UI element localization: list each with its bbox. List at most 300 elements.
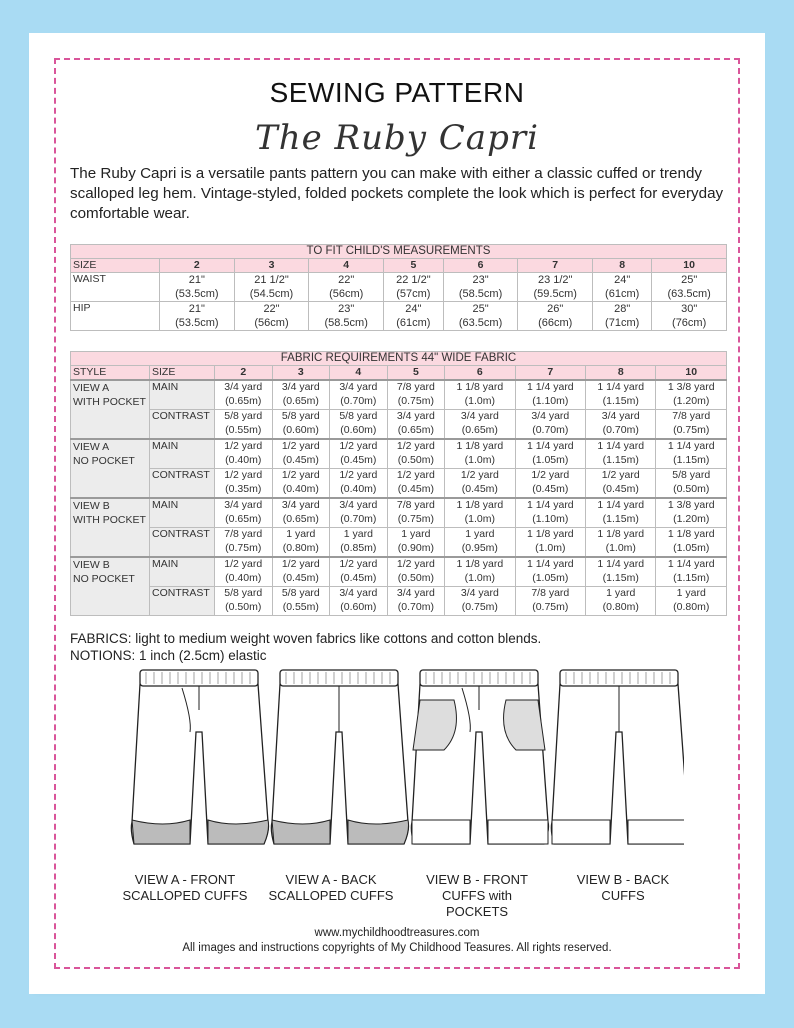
fabric-cell (656, 439, 727, 469)
value-metric: (0.50m) (225, 600, 262, 613)
measurement-cell (234, 302, 309, 331)
fabric-cell (586, 439, 656, 469)
style-label: STYLE (71, 366, 150, 381)
measurement-cell (593, 273, 652, 302)
value-metric: (0.60m) (340, 600, 377, 613)
value-metric: (66cm) (538, 317, 573, 329)
value-imperial: 1 1/4 yard (597, 381, 645, 393)
fabric-cell (215, 469, 273, 499)
row-label: HIP (71, 302, 160, 331)
value-metric: (1.05m) (673, 541, 710, 554)
size-10: 10 (656, 366, 727, 381)
value-metric: (0.65m) (282, 512, 319, 525)
size-label: SIZE (71, 259, 160, 273)
value-metric: (0.75m) (225, 541, 262, 554)
value-metric: (1.15m) (673, 571, 710, 584)
value-imperial: 22 1/2" (396, 274, 431, 286)
value-metric: (0.70m) (340, 512, 377, 525)
fabric-cell (387, 469, 445, 499)
fabric-cell (330, 498, 388, 528)
value-imperial: 7/8 yard (672, 410, 711, 422)
fabric-row (71, 557, 727, 587)
fabric-cell (330, 380, 388, 410)
fabric-cell (586, 528, 656, 558)
fabric-cell (330, 439, 388, 469)
caption-view-a-front: VIEW A - FRONT SCALLOPED CUFFS (122, 872, 248, 903)
fabric-cell (515, 439, 585, 469)
style-line: VIEW B (73, 500, 110, 512)
measurement-cell (443, 302, 518, 331)
size-3: 3 (272, 366, 330, 381)
value-imperial: 1/2 yard (601, 469, 640, 481)
value-metric: (0.70m) (340, 394, 377, 407)
copyright-text: All images and instructions copyrights of My Childhood Teasures. All rights reserved. (182, 942, 612, 954)
value-metric: (0.70m) (397, 600, 434, 613)
fabric-cell (586, 557, 656, 587)
fabric-cell (272, 498, 330, 528)
value-imperial: 1/2 yard (224, 440, 263, 452)
value-imperial: 1 1/4 yard (526, 381, 574, 393)
value-imperial: 1 1/4 yard (526, 499, 574, 511)
fabric-cell (387, 528, 445, 558)
value-metric: (0.65m) (225, 394, 262, 407)
value-imperial: 1 1/4 yard (597, 558, 645, 570)
value-metric: (0.40m) (225, 453, 262, 466)
fabric-cell (272, 380, 330, 410)
fabric-cell (215, 528, 273, 558)
fabric-cell (656, 469, 727, 499)
value-metric: (61cm) (605, 288, 640, 300)
fabric-cell (330, 528, 388, 558)
value-imperial: 7/8 yard (396, 499, 435, 511)
value-imperial: 3/4 yard (281, 499, 320, 511)
measurement-cell (160, 273, 235, 302)
fabric-cell (656, 528, 727, 558)
fabric-cell (387, 410, 445, 440)
value-metric: (0.45m) (397, 482, 434, 495)
style-name (71, 439, 150, 498)
view-b-front-figure (411, 670, 548, 844)
value-metric: (1.15m) (602, 453, 639, 466)
value-metric: (0.65m) (225, 512, 262, 525)
value-imperial: 1/2 yard (396, 558, 435, 570)
value-metric: (1.0m) (605, 541, 636, 554)
value-imperial: 28" (614, 303, 631, 315)
measurement-row-hip (71, 302, 727, 331)
intro-text: The Ruby Capri is a versatile pants pattern you can make with either a classic cuffed or trendy scalloped leg hem. Vintage-styled, folded pockets complete the look which is perfect for everyday comfortable wear. (70, 165, 724, 222)
fabric-cell (387, 439, 445, 469)
fabric-cell (330, 469, 388, 499)
fabric-cell (586, 410, 656, 440)
view-a-back-figure (271, 670, 408, 844)
value-imperial: 3/4 yard (396, 410, 435, 422)
value-imperial: 1 yard (606, 587, 636, 599)
value-imperial: 1 yard (286, 528, 316, 540)
value-metric: (1.0m) (464, 512, 496, 525)
size-2: 2 (215, 366, 273, 381)
value-imperial: 26" (547, 303, 564, 315)
fabric-cell (272, 410, 330, 440)
style-line: VIEW A (73, 441, 110, 453)
value-imperial: 21" (188, 274, 205, 286)
value-metric: (1.15m) (673, 453, 710, 466)
value-metric: (0.45m) (282, 571, 319, 584)
fabric-cell (387, 557, 445, 587)
measurements-title: TO FIT CHILD'S MEASUREMENTS (71, 245, 727, 259)
value-imperial: 1 1/4 yard (597, 499, 645, 511)
value-imperial: 1/2 yard (460, 469, 499, 481)
value-metric: (0.80m) (282, 541, 319, 554)
value-imperial: 3/4 yard (460, 587, 499, 599)
value-metric: (0.75m) (461, 600, 498, 613)
fabric-cell (515, 557, 585, 587)
style-line: NO POCKET (73, 573, 135, 585)
value-metric: (0.95m) (461, 541, 498, 554)
value-metric: (1.15m) (602, 512, 639, 525)
fabric-title: FABRIC REQUIREMENTS 44" WIDE FABRIC (71, 352, 727, 366)
fabric-cell (272, 587, 330, 616)
measurements-table (70, 244, 727, 331)
size-3: 3 (234, 259, 309, 273)
measurement-cell (160, 302, 235, 331)
value-metric: (53.5cm) (175, 288, 219, 300)
fabrics-note: FABRICS: light to medium weight woven fabrics like cottons and cotton blends. (70, 631, 542, 646)
measurements-header-row (71, 245, 727, 259)
value-imperial: 23 1/2" (537, 274, 573, 286)
value-metric: (1.20m) (673, 394, 710, 407)
notes (70, 630, 541, 664)
fabric-cell (656, 557, 727, 587)
value-metric: (0.70m) (532, 423, 569, 436)
value-imperial: 1/2 yard (281, 440, 320, 452)
size-10: 10 (652, 259, 727, 273)
value-imperial: 3/4 yard (396, 587, 435, 599)
value-imperial: 21" (188, 303, 205, 315)
measurement-cell (652, 273, 727, 302)
value-metric: (1.15m) (602, 571, 639, 584)
fabric-row (71, 587, 727, 616)
style-name (71, 557, 150, 616)
measurement-cell (518, 302, 593, 331)
fabric-cell (387, 380, 445, 410)
fabric-cell (515, 410, 585, 440)
measurement-cell (593, 302, 652, 331)
value-imperial: 1 1/8 yard (526, 528, 574, 540)
page-title: SEWING PATTERN (269, 77, 525, 108)
value-imperial: 1 1/8 yard (456, 558, 504, 570)
value-imperial: 1 yard (465, 528, 495, 540)
fabric-cell (586, 380, 656, 410)
value-imperial: 3/4 yard (339, 587, 378, 599)
fabric-size-row (71, 366, 727, 381)
fabric-row (71, 528, 727, 558)
value-imperial: 1 1/4 yard (526, 558, 574, 570)
value-metric: (53.5cm) (175, 317, 219, 329)
value-metric: (61cm) (396, 317, 431, 329)
value-imperial: 1 3/8 yard (667, 499, 715, 511)
fabric-cell (656, 410, 727, 440)
value-imperial: 23" (338, 303, 355, 315)
value-metric: (54.5cm) (249, 288, 294, 300)
size-4: 4 (330, 366, 388, 381)
value-imperial: 3/4 yard (531, 410, 570, 422)
measurement-row-waist (71, 273, 727, 302)
measurement-cell (518, 273, 593, 302)
value-imperial: 1/2 yard (224, 558, 263, 570)
value-metric: (63.5cm) (458, 317, 503, 329)
style-line: VIEW A (73, 382, 110, 394)
fabric-cell (272, 528, 330, 558)
style-name (71, 380, 150, 439)
fabric-cell (272, 557, 330, 587)
size-2: 2 (160, 259, 235, 273)
view-b-back-figure (551, 670, 684, 844)
fabric-cell (215, 380, 273, 410)
value-metric: (0.60m) (282, 423, 319, 436)
footer (34, 926, 760, 956)
value-imperial: 24" (614, 274, 631, 286)
fabric-type: MAIN (150, 498, 215, 528)
value-metric: (0.65m) (461, 423, 498, 436)
fabric-cell (445, 528, 515, 558)
website-link[interactable]: www.mychildhoodtreasures.com (314, 927, 480, 939)
fabric-cell (330, 587, 388, 616)
value-metric: (57cm) (396, 288, 431, 300)
caption-view-b-front: VIEW B - FRONT CUFFS with POCKETS (426, 872, 528, 919)
value-imperial: 3/4 yard (281, 381, 320, 393)
value-imperial: 3/4 yard (224, 499, 263, 511)
pattern-card (34, 38, 760, 989)
fabric-cell (586, 498, 656, 528)
style-line: VIEW B (73, 559, 110, 571)
value-imperial: 1/2 yard (224, 469, 263, 481)
fabric-cell (387, 498, 445, 528)
size-5: 5 (387, 366, 445, 381)
fabric-cell (656, 380, 727, 410)
fabric-cell (586, 469, 656, 499)
caption-view-b-back: VIEW B - BACK CUFFS (576, 872, 670, 903)
value-imperial: 1 yard (343, 528, 373, 540)
value-imperial: 3/4 yard (460, 410, 499, 422)
value-metric: (0.50m) (673, 482, 710, 495)
value-imperial: 5/8 yard (672, 469, 711, 481)
value-imperial: 1 1/8 yard (456, 499, 504, 511)
value-metric: (0.50m) (397, 453, 434, 466)
value-metric: (1.0m) (464, 394, 496, 407)
fabric-cell (272, 439, 330, 469)
fabric-cell (387, 587, 445, 616)
value-imperial: 1/2 yard (339, 469, 378, 481)
value-imperial: 1 1/4 yard (667, 440, 715, 452)
value-metric: (0.75m) (673, 423, 710, 436)
value-metric: (1.20m) (673, 512, 710, 525)
value-metric: (0.70m) (602, 423, 639, 436)
fabric-type: CONTRAST (150, 528, 215, 558)
value-metric: (1.10m) (532, 512, 569, 525)
value-imperial: 1/2 yard (339, 440, 378, 452)
value-metric: (0.40m) (340, 482, 377, 495)
value-imperial: 3/4 yard (224, 381, 263, 393)
value-imperial: 1 1/8 yard (456, 440, 504, 452)
style-line: WITH POCKET (73, 514, 146, 526)
value-metric: (56cm) (329, 288, 364, 300)
pants-illustrations (124, 660, 684, 870)
value-metric: (1.0m) (535, 541, 566, 554)
fabric-cell (515, 469, 585, 499)
fabric-type: CONTRAST (150, 410, 215, 440)
fabric-cell (515, 498, 585, 528)
value-imperial: 7/8 yard (396, 381, 435, 393)
value-imperial: 7/8 yard (224, 528, 263, 540)
value-metric: (1.15m) (602, 394, 639, 407)
value-metric: (59.5cm) (533, 288, 577, 300)
fabric-row (71, 498, 727, 528)
value-metric: (0.40m) (225, 571, 262, 584)
value-imperial: 22" (338, 274, 355, 286)
fabric-row (71, 410, 727, 440)
fabric-cell (215, 439, 273, 469)
size-4: 4 (309, 259, 384, 273)
value-imperial: 22" (263, 303, 280, 315)
size-8: 8 (593, 259, 652, 273)
value-imperial: 5/8 yard (281, 410, 320, 422)
value-metric: (0.35m) (225, 482, 262, 495)
value-imperial: 1/2 yard (396, 469, 435, 481)
measurement-cell (234, 273, 309, 302)
size-6: 6 (443, 259, 518, 273)
measurement-cell (384, 273, 444, 302)
value-metric: (0.60m) (340, 423, 377, 436)
fabric-cell (515, 587, 585, 616)
size-5: 5 (384, 259, 444, 273)
fabric-cell (445, 469, 515, 499)
value-imperial: 1 1/4 yard (667, 558, 715, 570)
value-metric: (71cm) (605, 317, 640, 329)
caption-view-a-back: VIEW A - BACK SCALLOPED CUFFS (268, 872, 394, 903)
value-imperial: 1 3/8 yard (667, 381, 715, 393)
value-metric: (1.0m) (464, 571, 496, 584)
fabric-row (71, 380, 727, 410)
value-imperial: 1 1/4 yard (526, 440, 574, 452)
fabric-cell (215, 498, 273, 528)
value-metric: (0.85m) (340, 541, 377, 554)
value-metric: (56cm) (254, 317, 289, 329)
fabric-type: CONTRAST (150, 469, 215, 499)
value-metric: (0.65m) (397, 423, 434, 436)
fabric-cell (215, 587, 273, 616)
value-imperial: 5/8 yard (224, 587, 263, 599)
value-metric: (0.90m) (397, 541, 434, 554)
notions-note: NOTIONS: 1 inch (2.5cm) elastic (70, 648, 267, 663)
value-imperial: 25" (681, 274, 698, 286)
fabric-type: MAIN (150, 439, 215, 469)
fabric-cell (445, 410, 515, 440)
measurement-cell (309, 302, 384, 331)
value-imperial: 3/4 yard (339, 499, 378, 511)
value-imperial: 5/8 yard (281, 587, 320, 599)
value-imperial: 24" (405, 303, 422, 315)
size-7: 7 (515, 366, 585, 381)
value-imperial: 25" (472, 303, 489, 315)
fabric-type: MAIN (150, 380, 215, 410)
value-imperial: 1 yard (676, 587, 706, 599)
view-a-front-figure (131, 670, 268, 844)
value-metric: (1.05m) (532, 571, 569, 584)
value-metric: (0.55m) (225, 423, 262, 436)
fabric-cell (445, 380, 515, 410)
value-imperial: 3/4 yard (339, 381, 378, 393)
fabric-requirements-table (70, 351, 727, 616)
value-imperial: 5/8 yard (224, 410, 263, 422)
value-metric: (63.5cm) (667, 288, 711, 300)
fabric-cell (656, 587, 727, 616)
value-metric: (0.65m) (282, 394, 319, 407)
value-imperial: 3/4 yard (601, 410, 640, 422)
fabric-cell (445, 498, 515, 528)
value-metric: (0.45m) (602, 482, 639, 495)
fabric-cell (445, 557, 515, 587)
value-metric: (1.05m) (532, 453, 569, 466)
fabric-cell (215, 557, 273, 587)
value-metric: (0.45m) (340, 571, 377, 584)
measurements-size-row (71, 259, 727, 273)
fabric-cell (445, 439, 515, 469)
value-imperial: 30" (681, 303, 698, 315)
size-label: SIZE (150, 366, 215, 381)
fabric-cell (330, 557, 388, 587)
style-name (71, 498, 150, 557)
value-metric: (0.45m) (461, 482, 498, 495)
value-metric: (58.5cm) (324, 317, 368, 329)
row-label: WAIST (71, 273, 160, 302)
value-metric: (0.45m) (532, 482, 569, 495)
fabric-row (71, 439, 727, 469)
value-imperial: 21 1/2" (254, 274, 289, 286)
fabric-cell (515, 528, 585, 558)
value-metric: (0.45m) (282, 453, 319, 466)
measurement-cell (652, 302, 727, 331)
measurement-cell (309, 273, 384, 302)
value-metric: (0.45m) (340, 453, 377, 466)
value-metric: (0.55m) (282, 600, 319, 613)
fabric-cell (445, 587, 515, 616)
size-8: 8 (586, 366, 656, 381)
value-metric: (0.75m) (532, 600, 569, 613)
size-6: 6 (445, 366, 515, 381)
value-imperial: 1/2 yard (531, 469, 570, 481)
fabric-cell (330, 410, 388, 440)
measurement-cell (443, 273, 518, 302)
value-imperial: 23" (472, 274, 489, 286)
value-imperial: 1/2 yard (281, 558, 320, 570)
value-imperial: 1 1/8 yard (597, 528, 645, 540)
value-metric: (76cm) (672, 317, 707, 329)
value-imperial: 1/2 yard (281, 469, 320, 481)
style-line: WITH POCKET (73, 396, 146, 408)
value-metric: (0.75m) (397, 394, 434, 407)
value-imperial: 5/8 yard (339, 410, 378, 422)
fabric-cell (656, 498, 727, 528)
value-imperial: 1 yard (401, 528, 431, 540)
fabric-row (71, 469, 727, 499)
value-metric: (0.75m) (397, 512, 434, 525)
value-metric: (0.80m) (673, 600, 710, 613)
measurement-cell (384, 302, 444, 331)
value-metric: (0.80m) (602, 600, 639, 613)
pattern-name: The Ruby Capri (255, 118, 539, 158)
value-metric: (0.40m) (282, 482, 319, 495)
fabric-type: MAIN (150, 557, 215, 587)
